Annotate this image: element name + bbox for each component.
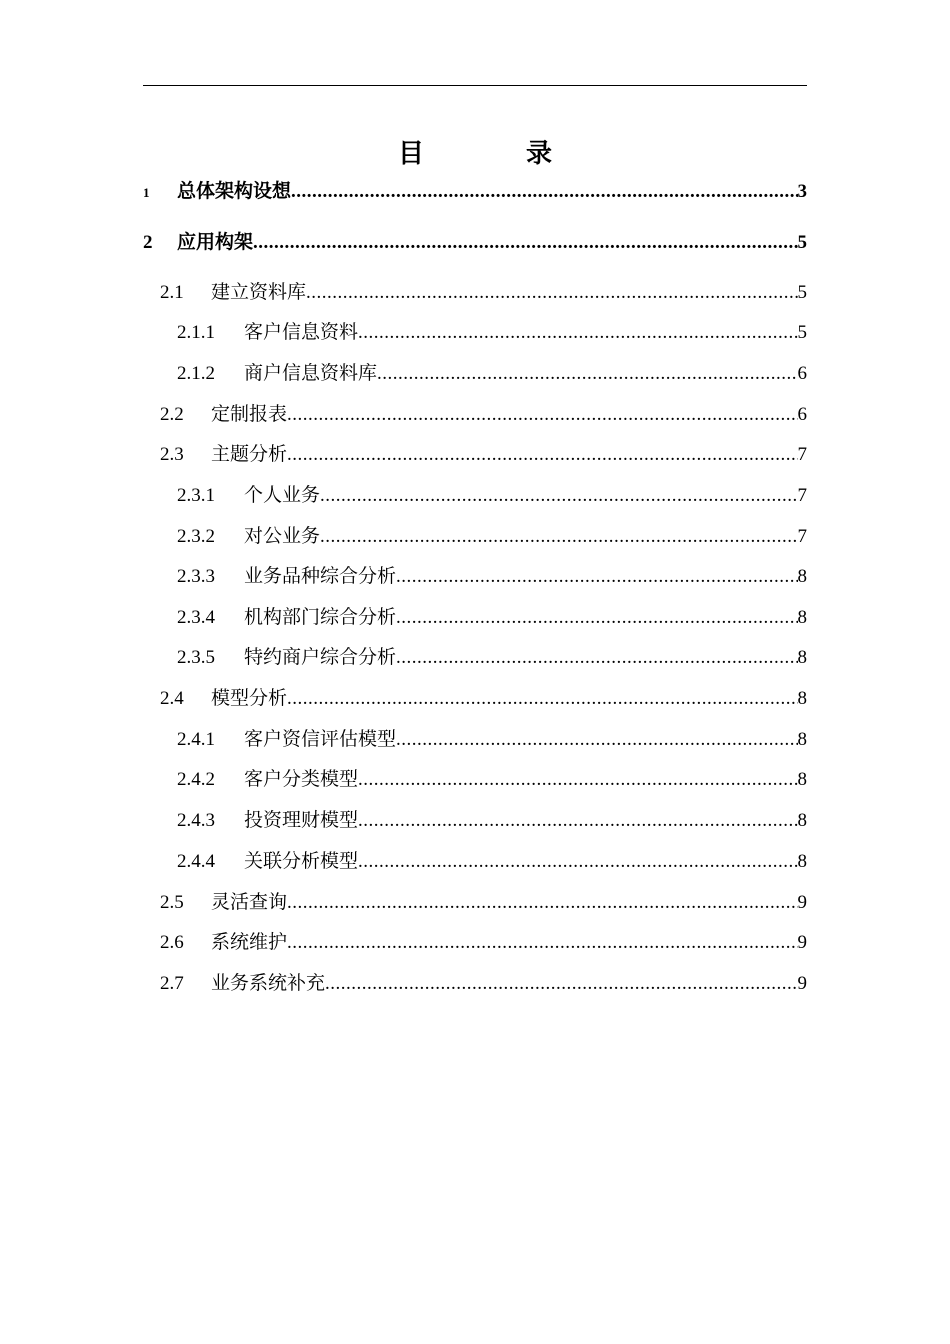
toc-entry-page: 8 bbox=[797, 607, 807, 628]
toc-entry-page: 3 bbox=[797, 181, 807, 202]
toc-leader-dots bbox=[358, 765, 797, 795]
toc-entry-2-5[interactable] bbox=[143, 888, 807, 918]
toc-leader-dots bbox=[396, 603, 797, 633]
toc-leader-dots bbox=[287, 928, 797, 958]
toc-entry-number: 2.3.3 bbox=[177, 566, 215, 587]
toc-entry-page: 7 bbox=[797, 444, 807, 465]
toc-entry-label: 客户分类模型 bbox=[244, 769, 359, 790]
toc-entry-number: 2 bbox=[143, 232, 153, 253]
toc-leader-dots bbox=[396, 725, 797, 755]
toc-entry-label: 灵活查询 bbox=[211, 892, 288, 913]
toc-entry-label: 对公业务 bbox=[244, 526, 321, 547]
toc-leader-dots bbox=[358, 847, 797, 877]
toc-entry-label: 投资理财模型 bbox=[244, 810, 359, 831]
toc-leader-dots bbox=[396, 562, 797, 592]
toc-entry-label: 个人业务 bbox=[244, 485, 321, 506]
toc-entry-label: 商户信息资料库 bbox=[244, 363, 378, 384]
toc-entry-2-4-4[interactable] bbox=[143, 847, 807, 877]
toc-entry-2-7[interactable] bbox=[143, 969, 807, 999]
toc-entry-page: 5 bbox=[797, 282, 807, 303]
toc-leader-dots bbox=[287, 684, 797, 714]
toc-entry-label: 定制报表 bbox=[211, 404, 288, 425]
toc-entry-2-3-2[interactable] bbox=[143, 522, 807, 552]
toc-entry-page: 6 bbox=[797, 404, 807, 425]
toc-entry-number: 2.5 bbox=[160, 892, 184, 913]
toc-entry-page: 8 bbox=[797, 851, 807, 872]
toc-entry-2-3[interactable] bbox=[143, 440, 807, 470]
toc-entry-page: 7 bbox=[797, 485, 807, 506]
toc-leader-dots bbox=[287, 888, 797, 918]
toc-entry-page: 8 bbox=[797, 688, 807, 709]
toc-leader-dots bbox=[325, 969, 797, 999]
toc-entry-label: 应用构架 bbox=[177, 232, 254, 253]
toc-leader-dots bbox=[287, 400, 797, 430]
toc-entry-label: 关联分析模型 bbox=[244, 851, 359, 872]
toc-leader-dots bbox=[291, 177, 797, 207]
toc-leader-dots bbox=[377, 359, 797, 389]
toc-entry-label: 业务系统补充 bbox=[211, 973, 326, 994]
toc-entry-page: 9 bbox=[797, 973, 807, 994]
toc-entry-page: 9 bbox=[797, 892, 807, 913]
toc-leader-dots bbox=[358, 318, 797, 348]
toc-entry-page: 5 bbox=[797, 322, 807, 343]
toc-title: 目 录 bbox=[397, 139, 590, 168]
toc-entry-page: 6 bbox=[797, 363, 807, 384]
toc-entry-number: 2.3.2 bbox=[177, 526, 215, 547]
toc-entry-number: 2.7 bbox=[160, 973, 184, 994]
toc-entry-label: 建立资料库 bbox=[211, 282, 307, 303]
toc-entry-page: 8 bbox=[797, 810, 807, 831]
toc-leader-dots bbox=[358, 806, 797, 836]
toc-entry-2-1-2[interactable] bbox=[143, 359, 807, 389]
toc-entry-2-4-1[interactable] bbox=[143, 725, 807, 755]
toc-entry-2[interactable] bbox=[143, 228, 807, 258]
toc-entry-number: 2.4.1 bbox=[177, 729, 215, 750]
toc-entry-number: 2.4.3 bbox=[177, 810, 215, 831]
toc-entry-2-3-3[interactable] bbox=[143, 562, 807, 592]
toc-entry-2-2[interactable] bbox=[143, 400, 807, 430]
toc-entry-2-3-4[interactable] bbox=[143, 603, 807, 633]
toc-entry-page: 7 bbox=[797, 526, 807, 547]
toc-entry-label: 系统维护 bbox=[211, 932, 288, 953]
toc-entry-label: 客户资信评估模型 bbox=[244, 729, 397, 750]
toc-leader-dots bbox=[253, 228, 797, 258]
toc-entry-page: 8 bbox=[797, 647, 807, 668]
toc-entry-label: 特约商户综合分析 bbox=[244, 647, 397, 668]
toc-entry-number: 2.4.4 bbox=[177, 851, 215, 872]
toc-leader-dots bbox=[320, 522, 797, 552]
toc-entry-page: 9 bbox=[797, 932, 807, 953]
toc-entry-label: 主题分析 bbox=[211, 444, 288, 465]
toc-entry-number: 2.4.2 bbox=[177, 769, 215, 790]
toc-entry-label: 客户信息资料 bbox=[244, 322, 359, 343]
toc-leader-dots bbox=[320, 481, 797, 511]
toc-entry-2-4-3[interactable] bbox=[143, 806, 807, 836]
toc-entry-2-4-2[interactable] bbox=[143, 765, 807, 795]
toc-leader-dots bbox=[287, 440, 797, 470]
toc-entry-1[interactable] bbox=[143, 177, 807, 207]
toc-entry-page: 5 bbox=[797, 232, 807, 253]
toc-entry-label: 总体架构设想 bbox=[177, 181, 292, 202]
toc-entry-number: 2.1.2 bbox=[177, 363, 215, 384]
toc-entry-number: 2.3 bbox=[160, 444, 184, 465]
toc-entry-label: 模型分析 bbox=[211, 688, 288, 709]
toc-leader-dots bbox=[396, 643, 797, 673]
toc-entry-number: 2.3.4 bbox=[177, 607, 215, 628]
toc-entry-label: 业务品种综合分析 bbox=[244, 566, 397, 587]
toc-entry-number: 2.6 bbox=[160, 932, 184, 953]
toc-entry-2-3-1[interactable] bbox=[143, 481, 807, 511]
toc-entry-2-4[interactable] bbox=[143, 684, 807, 714]
toc-entry-number: 2.1 bbox=[160, 282, 184, 303]
toc-entry-2-1[interactable] bbox=[143, 278, 807, 308]
toc-entry-number: 2.3.1 bbox=[177, 485, 215, 506]
toc-leader-dots bbox=[306, 278, 797, 308]
toc-entry-2-1-1[interactable] bbox=[143, 318, 807, 348]
toc-entry-2-6[interactable] bbox=[143, 928, 807, 958]
toc-entry-number: 2.2 bbox=[160, 404, 184, 425]
toc-entry-label: 机构部门综合分析 bbox=[244, 607, 397, 628]
toc-entry-page: 8 bbox=[797, 566, 807, 587]
toc-entry-number: 2.1.1 bbox=[177, 322, 215, 343]
header-rule bbox=[143, 85, 807, 86]
toc-entry-number: 2.4 bbox=[160, 688, 184, 709]
toc-entry-page: 8 bbox=[797, 729, 807, 750]
toc-entry-page: 8 bbox=[797, 769, 807, 790]
toc-entry-number: 2.3.5 bbox=[177, 647, 215, 668]
toc-entry-number: 1 bbox=[143, 185, 150, 200]
toc-entry-2-3-5[interactable] bbox=[143, 643, 807, 673]
